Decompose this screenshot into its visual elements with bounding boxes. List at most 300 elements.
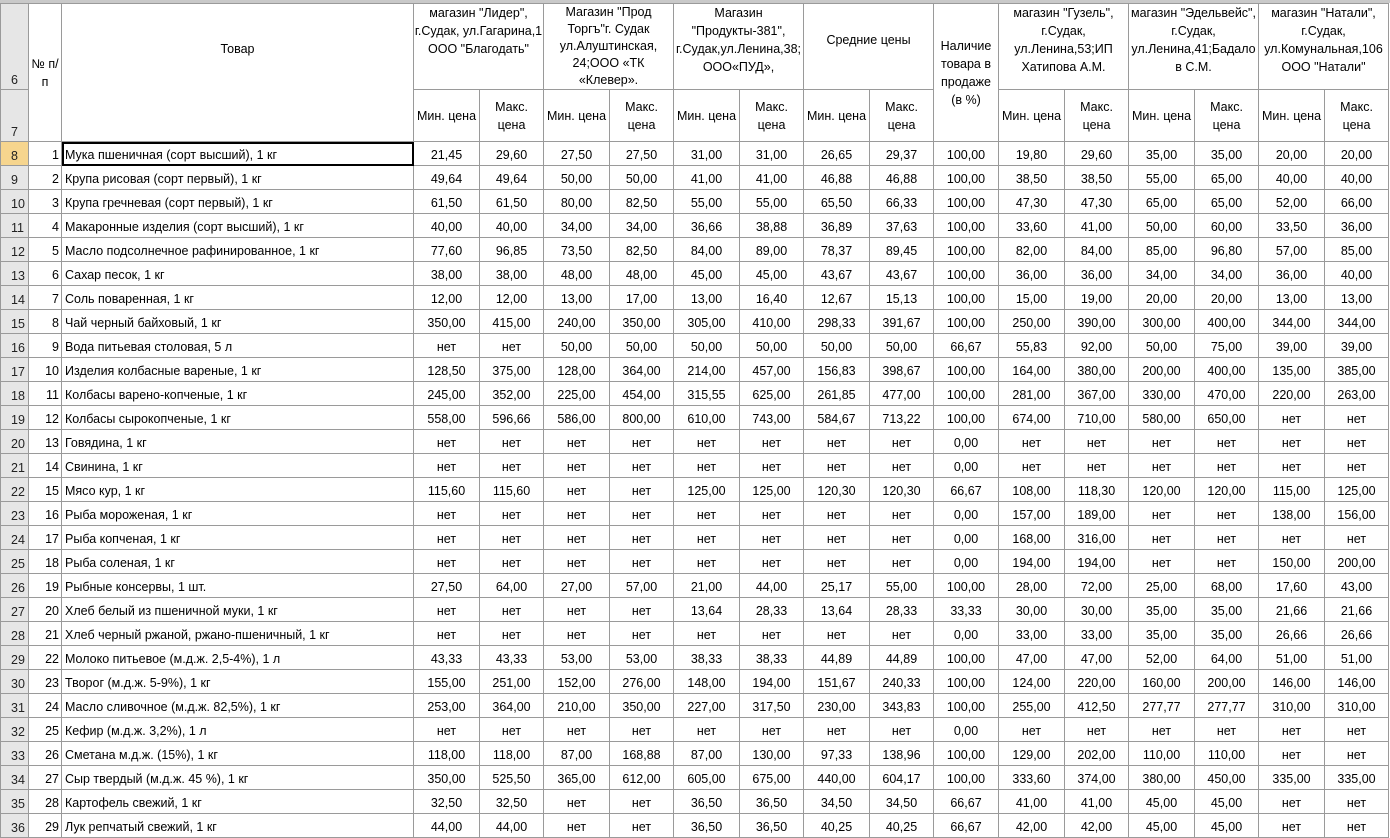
edelweiss-min-cell[interactable]: 330,00 bbox=[1129, 382, 1195, 406]
natali-max-cell[interactable]: нет bbox=[1325, 814, 1389, 838]
lider-max-cell[interactable]: 32,50 bbox=[480, 790, 544, 814]
guzel-max-cell[interactable]: 42,00 bbox=[1065, 814, 1129, 838]
edelweiss-min-cell[interactable]: нет bbox=[1129, 454, 1195, 478]
average-max-cell[interactable]: 343,83 bbox=[870, 694, 934, 718]
produkty-min-cell[interactable]: нет bbox=[674, 622, 740, 646]
product-name-cell[interactable]: Крупа гречневая (сорт первый), 1 кг bbox=[62, 190, 414, 214]
row-header[interactable]: 9 bbox=[1, 166, 29, 190]
edelweiss-min-cell[interactable]: 277,77 bbox=[1129, 694, 1195, 718]
average-max-cell[interactable]: 15,13 bbox=[870, 286, 934, 310]
lider-min-cell[interactable]: нет bbox=[414, 550, 480, 574]
edelweiss-min-cell[interactable]: 50,00 bbox=[1129, 334, 1195, 358]
prodtorg-max-cell[interactable]: нет bbox=[610, 430, 674, 454]
availability-cell[interactable]: 0,00 bbox=[934, 526, 999, 550]
row-header[interactable]: 19 bbox=[1, 406, 29, 430]
edelweiss-max-cell[interactable]: 450,00 bbox=[1195, 766, 1259, 790]
availability-cell[interactable]: 100,00 bbox=[934, 766, 999, 790]
store-produkty-header[interactable]: Магазин "Продукты-381", г.Судак,ул.Ленина,38; ООО«ПУД», bbox=[674, 4, 804, 90]
edelweiss-max-cell[interactable]: нет bbox=[1195, 718, 1259, 742]
prodtorg-max-cell[interactable]: 276,00 bbox=[610, 670, 674, 694]
edelweiss-min-cell[interactable]: 34,00 bbox=[1129, 262, 1195, 286]
lider-min-cell[interactable]: нет bbox=[414, 622, 480, 646]
natali-max-cell[interactable]: 20,00 bbox=[1325, 142, 1389, 166]
guzel-max-cell[interactable]: 92,00 bbox=[1065, 334, 1129, 358]
guzel-max-cell[interactable]: 72,00 bbox=[1065, 574, 1129, 598]
produkty-min-cell[interactable]: 13,00 bbox=[674, 286, 740, 310]
row-header[interactable]: 29 bbox=[1, 646, 29, 670]
average-max-cell[interactable]: 40,25 bbox=[870, 814, 934, 838]
guzel-min-cell[interactable]: 41,00 bbox=[999, 790, 1065, 814]
item-number-cell[interactable]: 21 bbox=[29, 622, 62, 646]
edelweiss-max-cell[interactable]: 470,00 bbox=[1195, 382, 1259, 406]
prodtorg-max-cell[interactable]: 17,00 bbox=[610, 286, 674, 310]
availability-cell[interactable]: 0,00 bbox=[934, 454, 999, 478]
produkty-max-cell[interactable]: 410,00 bbox=[740, 310, 804, 334]
natali-min-cell[interactable]: 135,00 bbox=[1259, 358, 1325, 382]
produkty-min-cell[interactable]: 605,00 bbox=[674, 766, 740, 790]
edelweiss-min-cell[interactable]: 110,00 bbox=[1129, 742, 1195, 766]
row-header[interactable]: 12 bbox=[1, 238, 29, 262]
edelweiss-max-cell[interactable]: 120,00 bbox=[1195, 478, 1259, 502]
item-number-cell[interactable]: 24 bbox=[29, 694, 62, 718]
guzel-min-cell[interactable]: 108,00 bbox=[999, 478, 1065, 502]
prodtorg-min-cell[interactable]: 73,50 bbox=[544, 238, 610, 262]
guzel-min-cell[interactable]: 28,00 bbox=[999, 574, 1065, 598]
average-min-cell[interactable]: 78,37 bbox=[804, 238, 870, 262]
lider-max-cell[interactable]: нет bbox=[480, 622, 544, 646]
prodtorg-max-cell[interactable]: 48,00 bbox=[610, 262, 674, 286]
item-number-cell[interactable]: 1 bbox=[29, 142, 62, 166]
guzel-min-cell[interactable]: 36,00 bbox=[999, 262, 1065, 286]
availability-header[interactable]: Наличие товара в продаже (в %) bbox=[934, 4, 999, 142]
prodtorg-min-cell[interactable]: нет bbox=[544, 814, 610, 838]
average-max-cell[interactable]: нет bbox=[870, 430, 934, 454]
edelweiss-max-cell[interactable]: 400,00 bbox=[1195, 310, 1259, 334]
prodtorg-max-cell[interactable]: нет bbox=[610, 478, 674, 502]
availability-cell[interactable]: 100,00 bbox=[934, 694, 999, 718]
edelweiss-min-cell[interactable]: 380,00 bbox=[1129, 766, 1195, 790]
row-header[interactable]: 24 bbox=[1, 526, 29, 550]
natali-min-cell[interactable]: нет bbox=[1259, 454, 1325, 478]
natali-max-cell[interactable]: 263,00 bbox=[1325, 382, 1389, 406]
natali-min-cell[interactable]: нет bbox=[1259, 406, 1325, 430]
availability-cell[interactable]: 66,67 bbox=[934, 334, 999, 358]
produkty-min-cell[interactable]: 84,00 bbox=[674, 238, 740, 262]
produkty-min-cell[interactable]: 87,00 bbox=[674, 742, 740, 766]
produkty-max-cell[interactable]: 55,00 bbox=[740, 190, 804, 214]
lider-max-cell[interactable]: 38,00 bbox=[480, 262, 544, 286]
edelweiss-max-cell[interactable]: 68,00 bbox=[1195, 574, 1259, 598]
prodtorg-min-cell[interactable]: 53,00 bbox=[544, 646, 610, 670]
availability-cell[interactable]: 66,67 bbox=[934, 478, 999, 502]
availability-cell[interactable]: 100,00 bbox=[934, 166, 999, 190]
produkty-max-cell[interactable]: 16,40 bbox=[740, 286, 804, 310]
item-number-cell[interactable]: 22 bbox=[29, 646, 62, 670]
lider-min-cell[interactable]: 245,00 bbox=[414, 382, 480, 406]
natali-min-cell[interactable]: нет bbox=[1259, 526, 1325, 550]
product-name-cell[interactable]: Мясо кур, 1 кг bbox=[62, 478, 414, 502]
row-header[interactable]: 36 bbox=[1, 814, 29, 838]
prodtorg-max-cell[interactable]: нет bbox=[610, 526, 674, 550]
lider-max-cell[interactable]: 49,64 bbox=[480, 166, 544, 190]
produkty-max-cell[interactable]: 625,00 bbox=[740, 382, 804, 406]
produkty-max-cell[interactable]: нет bbox=[740, 430, 804, 454]
lider-min-cell[interactable]: 61,50 bbox=[414, 190, 480, 214]
edelweiss-min-cell[interactable]: 65,00 bbox=[1129, 190, 1195, 214]
lider-max-cell[interactable]: 115,60 bbox=[480, 478, 544, 502]
availability-cell[interactable]: 100,00 bbox=[934, 142, 999, 166]
produkty-min-cell[interactable]: 148,00 bbox=[674, 670, 740, 694]
lider-min-cell[interactable]: 77,60 bbox=[414, 238, 480, 262]
produkty-max-cell[interactable]: 38,33 bbox=[740, 646, 804, 670]
guzel-min-cell[interactable]: 42,00 bbox=[999, 814, 1065, 838]
product-name-cell[interactable]: Крупа рисовая (сорт первый), 1 кг bbox=[62, 166, 414, 190]
lider-min-cell[interactable]: 44,00 bbox=[414, 814, 480, 838]
availability-cell[interactable]: 33,33 bbox=[934, 598, 999, 622]
item-number-cell[interactable]: 5 bbox=[29, 238, 62, 262]
guzel-max-cell[interactable]: нет bbox=[1065, 718, 1129, 742]
availability-cell[interactable]: 100,00 bbox=[934, 238, 999, 262]
natali-min-cell[interactable]: 40,00 bbox=[1259, 166, 1325, 190]
prodtorg-max-cell[interactable]: нет bbox=[610, 718, 674, 742]
average-min-cell[interactable]: 46,88 bbox=[804, 166, 870, 190]
item-number-cell[interactable]: 2 bbox=[29, 166, 62, 190]
row-header[interactable]: 14 bbox=[1, 286, 29, 310]
lider-max-cell[interactable]: нет bbox=[480, 718, 544, 742]
prodtorg-min-cell[interactable]: 50,00 bbox=[544, 166, 610, 190]
average-max-cell[interactable]: 713,22 bbox=[870, 406, 934, 430]
natali-min-cell[interactable]: 310,00 bbox=[1259, 694, 1325, 718]
produkty-min-cell[interactable]: 315,55 bbox=[674, 382, 740, 406]
row-header[interactable]: 15 bbox=[1, 310, 29, 334]
guzel-min-cell[interactable]: 47,00 bbox=[999, 646, 1065, 670]
average-min-cell[interactable]: нет bbox=[804, 622, 870, 646]
average-min-cell[interactable]: 261,85 bbox=[804, 382, 870, 406]
product-name-cell[interactable]: Чай черный байховый, 1 кг bbox=[62, 310, 414, 334]
edelweiss-max-cell[interactable]: 35,00 bbox=[1195, 142, 1259, 166]
guzel-min-cell[interactable]: 19,80 bbox=[999, 142, 1065, 166]
average-max-cell[interactable]: 29,37 bbox=[870, 142, 934, 166]
edelweiss-min-cell[interactable]: нет bbox=[1129, 718, 1195, 742]
item-number-cell[interactable]: 28 bbox=[29, 790, 62, 814]
guzel-max-cell[interactable]: 41,00 bbox=[1065, 790, 1129, 814]
row-header[interactable]: 10 bbox=[1, 190, 29, 214]
item-number-cell[interactable]: 12 bbox=[29, 406, 62, 430]
row-header[interactable]: 16 bbox=[1, 334, 29, 358]
row-header[interactable]: 28 bbox=[1, 622, 29, 646]
produkty-min-cell[interactable]: 36,50 bbox=[674, 790, 740, 814]
prodtorg-min-cell[interactable]: 210,00 bbox=[544, 694, 610, 718]
availability-cell[interactable]: 0,00 bbox=[934, 430, 999, 454]
prodtorg-min-cell[interactable]: нет bbox=[544, 478, 610, 502]
produkty-max-cell[interactable]: 38,88 bbox=[740, 214, 804, 238]
guzel-min-cell[interactable]: нет bbox=[999, 454, 1065, 478]
produkty-max-cell[interactable]: 28,33 bbox=[740, 598, 804, 622]
prodtorg-max-cell[interactable]: 82,50 bbox=[610, 238, 674, 262]
availability-cell[interactable]: 0,00 bbox=[934, 502, 999, 526]
average-max-cell[interactable]: нет bbox=[870, 718, 934, 742]
product-name-cell[interactable]: Масло сливочное (м.д.ж. 82,5%), 1 кг bbox=[62, 694, 414, 718]
natali-max-header[interactable]: Макс. цена bbox=[1325, 90, 1389, 142]
availability-cell[interactable]: 100,00 bbox=[934, 742, 999, 766]
lider-min-cell[interactable]: 38,00 bbox=[414, 262, 480, 286]
edelweiss-max-cell[interactable]: 96,80 bbox=[1195, 238, 1259, 262]
average-max-cell[interactable]: нет bbox=[870, 622, 934, 646]
edelweiss-max-cell[interactable]: нет bbox=[1195, 550, 1259, 574]
row-header[interactable]: 27 bbox=[1, 598, 29, 622]
edelweiss-max-cell[interactable]: 110,00 bbox=[1195, 742, 1259, 766]
availability-cell[interactable]: 100,00 bbox=[934, 214, 999, 238]
edelweiss-max-cell[interactable]: 75,00 bbox=[1195, 334, 1259, 358]
lider-max-cell[interactable]: 415,00 bbox=[480, 310, 544, 334]
edelweiss-min-cell[interactable]: 52,00 bbox=[1129, 646, 1195, 670]
average-min-cell[interactable]: нет bbox=[804, 454, 870, 478]
average-prices-header[interactable]: Средние цены bbox=[804, 4, 934, 90]
guzel-max-cell[interactable]: 367,00 bbox=[1065, 382, 1129, 406]
average-min-cell[interactable]: 120,30 bbox=[804, 478, 870, 502]
guzel-max-cell[interactable]: нет bbox=[1065, 454, 1129, 478]
lider-max-cell[interactable]: 40,00 bbox=[480, 214, 544, 238]
item-number-cell[interactable]: 27 bbox=[29, 766, 62, 790]
prodtorg-min-cell[interactable]: 128,00 bbox=[544, 358, 610, 382]
natali-min-cell[interactable]: нет bbox=[1259, 718, 1325, 742]
item-number-cell[interactable]: 25 bbox=[29, 718, 62, 742]
edelweiss-min-cell[interactable]: 25,00 bbox=[1129, 574, 1195, 598]
natali-max-cell[interactable]: 51,00 bbox=[1325, 646, 1389, 670]
availability-cell[interactable]: 100,00 bbox=[934, 574, 999, 598]
average-min-cell[interactable]: 43,67 bbox=[804, 262, 870, 286]
item-number-cell[interactable]: 23 bbox=[29, 670, 62, 694]
natali-min-cell[interactable]: 146,00 bbox=[1259, 670, 1325, 694]
prodtorg-min-cell[interactable]: 48,00 bbox=[544, 262, 610, 286]
produkty-min-cell[interactable]: 38,33 bbox=[674, 646, 740, 670]
product-name-cell[interactable]: Колбасы варено-копченые, 1 кг bbox=[62, 382, 414, 406]
average-min-cell[interactable]: нет bbox=[804, 526, 870, 550]
guzel-max-cell[interactable]: 33,00 bbox=[1065, 622, 1129, 646]
guzel-min-cell[interactable]: 55,83 bbox=[999, 334, 1065, 358]
edelweiss-min-cell[interactable]: 45,00 bbox=[1129, 790, 1195, 814]
item-number-cell[interactable]: 10 bbox=[29, 358, 62, 382]
item-number-cell[interactable]: 20 bbox=[29, 598, 62, 622]
lider-max-cell[interactable]: 375,00 bbox=[480, 358, 544, 382]
guzel-min-cell[interactable]: 255,00 bbox=[999, 694, 1065, 718]
guzel-max-cell[interactable]: 47,30 bbox=[1065, 190, 1129, 214]
natali-max-cell[interactable]: 36,00 bbox=[1325, 214, 1389, 238]
edelweiss-max-header[interactable]: Макс. цена bbox=[1195, 90, 1259, 142]
natali-min-cell[interactable]: 26,66 bbox=[1259, 622, 1325, 646]
prodtorg-min-cell[interactable]: 240,00 bbox=[544, 310, 610, 334]
edelweiss-max-cell[interactable]: 35,00 bbox=[1195, 598, 1259, 622]
produkty-min-cell[interactable]: 45,00 bbox=[674, 262, 740, 286]
item-number-cell[interactable]: 29 bbox=[29, 814, 62, 838]
lider-max-cell[interactable]: нет bbox=[480, 454, 544, 478]
average-max-cell[interactable]: 398,67 bbox=[870, 358, 934, 382]
product-name-cell[interactable]: Рыба соленая, 1 кг bbox=[62, 550, 414, 574]
item-number-cell[interactable]: 26 bbox=[29, 742, 62, 766]
average-min-cell[interactable]: 26,65 bbox=[804, 142, 870, 166]
produkty-max-cell[interactable]: нет bbox=[740, 718, 804, 742]
guzel-min-cell[interactable]: 194,00 bbox=[999, 550, 1065, 574]
product-name-cell[interactable]: Картофель свежий, 1 кг bbox=[62, 790, 414, 814]
produkty-min-cell[interactable]: 41,00 bbox=[674, 166, 740, 190]
edelweiss-max-cell[interactable]: 20,00 bbox=[1195, 286, 1259, 310]
natali-min-header[interactable]: Мин. цена bbox=[1259, 90, 1325, 142]
row-header[interactable]: 30 bbox=[1, 670, 29, 694]
row-header[interactable]: 20 bbox=[1, 430, 29, 454]
prodtorg-max-cell[interactable]: 350,00 bbox=[610, 310, 674, 334]
average-min-cell[interactable]: 65,50 bbox=[804, 190, 870, 214]
guzel-min-cell[interactable]: 30,00 bbox=[999, 598, 1065, 622]
natali-max-cell[interactable]: 26,66 bbox=[1325, 622, 1389, 646]
produkty-min-cell[interactable]: 55,00 bbox=[674, 190, 740, 214]
lider-min-cell[interactable]: нет bbox=[414, 430, 480, 454]
produkty-max-cell[interactable]: 457,00 bbox=[740, 358, 804, 382]
natali-min-cell[interactable]: 115,00 bbox=[1259, 478, 1325, 502]
item-number-cell[interactable]: 4 bbox=[29, 214, 62, 238]
product-name-cell[interactable]: Сахар песок, 1 кг bbox=[62, 262, 414, 286]
item-number-cell[interactable]: 15 bbox=[29, 478, 62, 502]
prodtorg-min-cell[interactable]: 80,00 bbox=[544, 190, 610, 214]
lider-min-cell[interactable]: 350,00 bbox=[414, 310, 480, 334]
average-max-cell[interactable]: 604,17 bbox=[870, 766, 934, 790]
availability-cell[interactable]: 100,00 bbox=[934, 190, 999, 214]
lider-max-cell[interactable]: нет bbox=[480, 598, 544, 622]
product-name-cell[interactable]: Говядина, 1 кг bbox=[62, 430, 414, 454]
lider-max-cell[interactable]: 352,00 bbox=[480, 382, 544, 406]
produkty-min-cell[interactable]: 36,66 bbox=[674, 214, 740, 238]
natali-min-cell[interactable]: 150,00 bbox=[1259, 550, 1325, 574]
average-min-cell[interactable]: нет bbox=[804, 430, 870, 454]
prodtorg-min-cell[interactable]: 34,00 bbox=[544, 214, 610, 238]
produkty-max-cell[interactable]: нет bbox=[740, 550, 804, 574]
store-prodtorg-header[interactable]: Магазин "Прод Торгъ"г. Судак ул.Алуштинская, 24;ООО «ТК «Клевер». bbox=[544, 4, 674, 90]
row-header[interactable]: 35 bbox=[1, 790, 29, 814]
prodtorg-max-cell[interactable]: нет bbox=[610, 790, 674, 814]
prodtorg-min-cell[interactable]: 27,50 bbox=[544, 142, 610, 166]
lider-max-cell[interactable]: 525,50 bbox=[480, 766, 544, 790]
guzel-min-cell[interactable]: 15,00 bbox=[999, 286, 1065, 310]
edelweiss-min-cell[interactable]: 45,00 bbox=[1129, 814, 1195, 838]
item-number-cell[interactable]: 19 bbox=[29, 574, 62, 598]
natali-min-cell[interactable]: 344,00 bbox=[1259, 310, 1325, 334]
produkty-max-cell[interactable]: нет bbox=[740, 622, 804, 646]
edelweiss-max-cell[interactable]: 34,00 bbox=[1195, 262, 1259, 286]
prodtorg-min-cell[interactable]: 87,00 bbox=[544, 742, 610, 766]
produkty-min-cell[interactable]: 36,50 bbox=[674, 814, 740, 838]
edelweiss-min-cell[interactable]: 35,00 bbox=[1129, 142, 1195, 166]
product-name-cell[interactable]: Сыр твердый (м.д.ж. 45 %), 1 кг bbox=[62, 766, 414, 790]
row-header[interactable]: 23 bbox=[1, 502, 29, 526]
product-name-cell[interactable]: Молоко питьевое (м.д.ж. 2,5-4%), 1 л bbox=[62, 646, 414, 670]
produkty-min-cell[interactable]: 305,00 bbox=[674, 310, 740, 334]
average-max-cell[interactable]: 44,89 bbox=[870, 646, 934, 670]
guzel-max-cell[interactable]: 390,00 bbox=[1065, 310, 1129, 334]
prodtorg-max-cell[interactable]: нет bbox=[610, 502, 674, 526]
product-name-cell[interactable]: Хлеб черный ржаной, ржано-пшеничный, 1 кг bbox=[62, 622, 414, 646]
row-header[interactable]: 21 bbox=[1, 454, 29, 478]
lider-min-cell[interactable]: 118,00 bbox=[414, 742, 480, 766]
natali-max-cell[interactable]: 156,00 bbox=[1325, 502, 1389, 526]
availability-cell[interactable]: 100,00 bbox=[934, 382, 999, 406]
availability-cell[interactable]: 100,00 bbox=[934, 646, 999, 670]
item-number-cell[interactable]: 7 bbox=[29, 286, 62, 310]
natali-min-cell[interactable]: нет bbox=[1259, 742, 1325, 766]
average-max-header[interactable]: Макс. цена bbox=[870, 90, 934, 142]
edelweiss-max-cell[interactable]: 35,00 bbox=[1195, 622, 1259, 646]
edelweiss-min-cell[interactable]: нет bbox=[1129, 430, 1195, 454]
guzel-max-cell[interactable]: 316,00 bbox=[1065, 526, 1129, 550]
row-header-7[interactable]: 7 bbox=[1, 90, 29, 142]
guzel-min-cell[interactable]: 157,00 bbox=[999, 502, 1065, 526]
edelweiss-max-cell[interactable]: 277,77 bbox=[1195, 694, 1259, 718]
guzel-min-cell[interactable]: 124,00 bbox=[999, 670, 1065, 694]
produkty-min-cell[interactable]: 125,00 bbox=[674, 478, 740, 502]
average-min-cell[interactable]: 151,67 bbox=[804, 670, 870, 694]
guzel-min-header[interactable]: Мин. цена bbox=[999, 90, 1065, 142]
natali-max-cell[interactable]: 43,00 bbox=[1325, 574, 1389, 598]
natali-max-cell[interactable]: 66,00 bbox=[1325, 190, 1389, 214]
edelweiss-max-cell[interactable]: 64,00 bbox=[1195, 646, 1259, 670]
guzel-min-cell[interactable]: 164,00 bbox=[999, 358, 1065, 382]
natali-max-cell[interactable]: нет bbox=[1325, 430, 1389, 454]
produkty-max-cell[interactable]: нет bbox=[740, 502, 804, 526]
guzel-max-cell[interactable]: нет bbox=[1065, 430, 1129, 454]
produkty-min-cell[interactable]: 227,00 bbox=[674, 694, 740, 718]
item-number-cell[interactable]: 14 bbox=[29, 454, 62, 478]
lider-max-cell[interactable]: 43,33 bbox=[480, 646, 544, 670]
average-min-header[interactable]: Мин. цена bbox=[804, 90, 870, 142]
lider-max-cell[interactable]: 96,85 bbox=[480, 238, 544, 262]
lider-min-cell[interactable]: 40,00 bbox=[414, 214, 480, 238]
lider-min-cell[interactable]: 128,50 bbox=[414, 358, 480, 382]
guzel-min-cell[interactable]: 281,00 bbox=[999, 382, 1065, 406]
lider-max-cell[interactable]: нет bbox=[480, 550, 544, 574]
item-number-cell[interactable]: 17 bbox=[29, 526, 62, 550]
prodtorg-max-cell[interactable]: 454,00 bbox=[610, 382, 674, 406]
natali-max-cell[interactable]: 39,00 bbox=[1325, 334, 1389, 358]
row-header[interactable]: 25 bbox=[1, 550, 29, 574]
produkty-max-cell[interactable]: 194,00 bbox=[740, 670, 804, 694]
guzel-max-cell[interactable]: 36,00 bbox=[1065, 262, 1129, 286]
produkty-max-cell[interactable]: 36,50 bbox=[740, 814, 804, 838]
natali-min-cell[interactable]: нет bbox=[1259, 430, 1325, 454]
prodtorg-max-cell[interactable]: 50,00 bbox=[610, 166, 674, 190]
store-edelweiss-header[interactable]: магазин "Эдельвейс", г.Судак, ул.Ленина,41;Бадало в С.М. bbox=[1129, 4, 1259, 90]
availability-cell[interactable]: 66,67 bbox=[934, 790, 999, 814]
lider-max-cell[interactable]: нет bbox=[480, 526, 544, 550]
natali-min-cell[interactable]: 39,00 bbox=[1259, 334, 1325, 358]
average-min-cell[interactable]: 13,64 bbox=[804, 598, 870, 622]
col-header-number[interactable]: № п/п bbox=[29, 4, 62, 142]
lider-min-cell[interactable]: 32,50 bbox=[414, 790, 480, 814]
prodtorg-max-cell[interactable]: 27,50 bbox=[610, 142, 674, 166]
product-name-cell[interactable]: Масло подсолнечное рафинированное, 1 кг bbox=[62, 238, 414, 262]
prodtorg-max-cell[interactable]: 800,00 bbox=[610, 406, 674, 430]
guzel-min-cell[interactable]: 33,00 bbox=[999, 622, 1065, 646]
product-name-cell[interactable]: Сметана м.д.ж. (15%), 1 кг bbox=[62, 742, 414, 766]
lider-min-cell[interactable]: нет bbox=[414, 334, 480, 358]
row-header[interactable]: 8 bbox=[1, 142, 29, 166]
average-max-cell[interactable]: 37,63 bbox=[870, 214, 934, 238]
prodtorg-min-cell[interactable]: нет bbox=[544, 430, 610, 454]
product-name-cell[interactable]: Макаронные изделия (сорт высший), 1 кг bbox=[62, 214, 414, 238]
guzel-max-cell[interactable]: 412,50 bbox=[1065, 694, 1129, 718]
produkty-min-cell[interactable]: нет bbox=[674, 502, 740, 526]
produkty-max-cell[interactable]: 130,00 bbox=[740, 742, 804, 766]
average-max-cell[interactable]: 89,45 bbox=[870, 238, 934, 262]
produkty-min-cell[interactable]: 50,00 bbox=[674, 334, 740, 358]
produkty-min-header[interactable]: Мин. цена bbox=[674, 90, 740, 142]
